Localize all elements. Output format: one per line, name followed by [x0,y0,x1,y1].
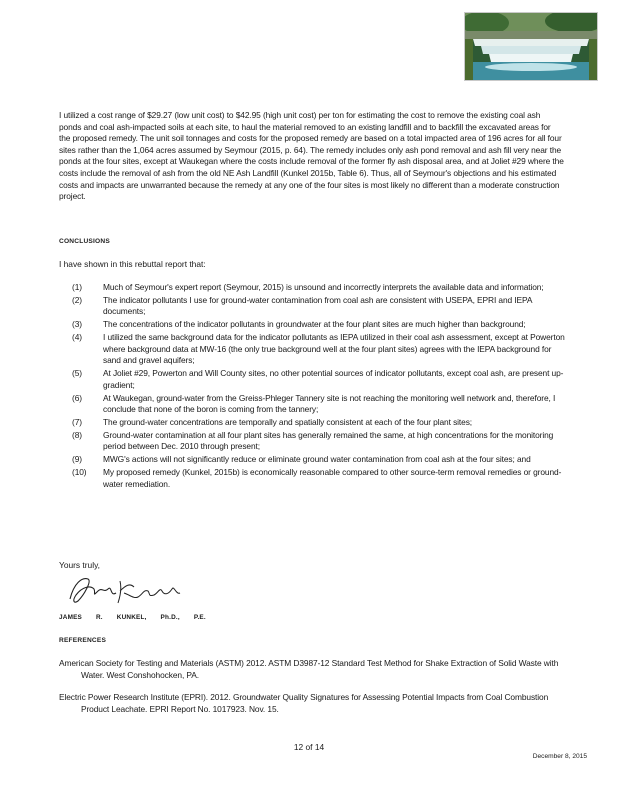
reference-entry: Electric Power Research Institute (EPRI). 2012. Groundwater Quality Signatures for Assessing Potential Impacts from Coal Combustion Product Leachate. EPRI Report No. 1017923. Nov. 15. [59,692,549,714]
reference-entry: American Society for Testing and Materials (ASTM) 2012. ASTM D3987-12 Standard Test Method for Shake Extraction of Solid Waste with Water. West Conshohocken, PA. [59,658,559,680]
conclusions-list [72,282,567,492]
footer-date: December 8, 2015 [532,753,587,760]
list-item: (9) MWG's actions will not significantly reduce or eliminate ground water contamination from coal ash at the four sites; and [72,454,531,465]
list-item: (5) At Joliet #29, Powerton and Will County sites, no other potential sources of indicator pollutants, except coal ash, are present up-gradient; [72,368,564,390]
list-item: (7) The ground-water concentrations are temporally and spatially consistent at each of the four plant sites; [72,417,473,428]
list-item: (2) The indicator pollutants I use for ground-water contamination from coal ash are consistent with USEPA, EPRI and IEPA documents; [72,295,532,317]
list-item: (4) I utilized the same background data for the indicator pollutants as IEPA utilized in their coal ash assessment, except at Powerton where background data at MW-16 (the only true background well at the four plant sites) agrees with the IEPA background for sand and gravel aquifers; [72,332,565,366]
list-item: (8) Ground-water contamination at all four plant sites has generally remained the same, at high concentrations for the monitoring period between Dec. 2010 through present; [72,430,554,452]
intro-paragraph: I utilized a cost range of $29.27 (low unit cost) to $42.95 (high unit cost) per ton for estimating the cost to remove the existing coal ash ponds and coal ash-impacted soils at each site, to haul the material removed to an existing landfill and to backfill the excavated areas for the proposed remedy. The unit soil tonnages and costs for the proposed remedy are based on a total impacted area of 196 acres for all four sites rather than the 1,064 acres assumed by Seymour (2015, p. 64). The remedy includes only ash pond removal and ash fill very near the ponds at the four sites, except at Waukegan where the costs include removal of the former fly ash disposal area, and at Joliet #29 where the costs include the removal of ash from the old NE Ash Landfill (Kunkel 2015b, Table 6). Thus, all of Seymour's objections and his estimated costs and impacts are unwarranted because the remedy at any one of the four sites is most likely no different than a moderate construction project. [59,110,564,202]
list-item: (1) Much of Seymour's expert report (Seymour, 2015) is unsound and incorrectly interprets the available data and information; [72,282,544,292]
references-list [59,658,574,726]
list-item: (3) The concentrations of the indicator pollutants in groundwater at the four plant sites are much higher than background; [72,319,526,330]
page-number: 12 of 14 [293,742,325,752]
handwritten-signature [64,573,184,607]
waterfall-logo-image [464,12,598,81]
signer-name: JAMES R. KUNKEL, Ph.D., P.E. [59,614,206,621]
closing-salutation: Yours truly, [59,560,100,570]
conclusions-heading: CONCLUSIONS [59,238,110,245]
conclusions-lead: I have shown in this rebuttal report that: [59,259,206,269]
references-heading: REFERENCES [59,637,107,644]
list-item: (6) At Waukegan, ground-water from the Greiss-Phleger Tannery site is not reaching the monitoring well network and, therefore, I conclude that none of the boron is coming from the tannery; [72,392,556,415]
list-item: (10) My proposed remedy (Kunkel, 2015b) is economically reasonable compared to other source-term removal remedies or ground-water remediation. [72,467,562,489]
